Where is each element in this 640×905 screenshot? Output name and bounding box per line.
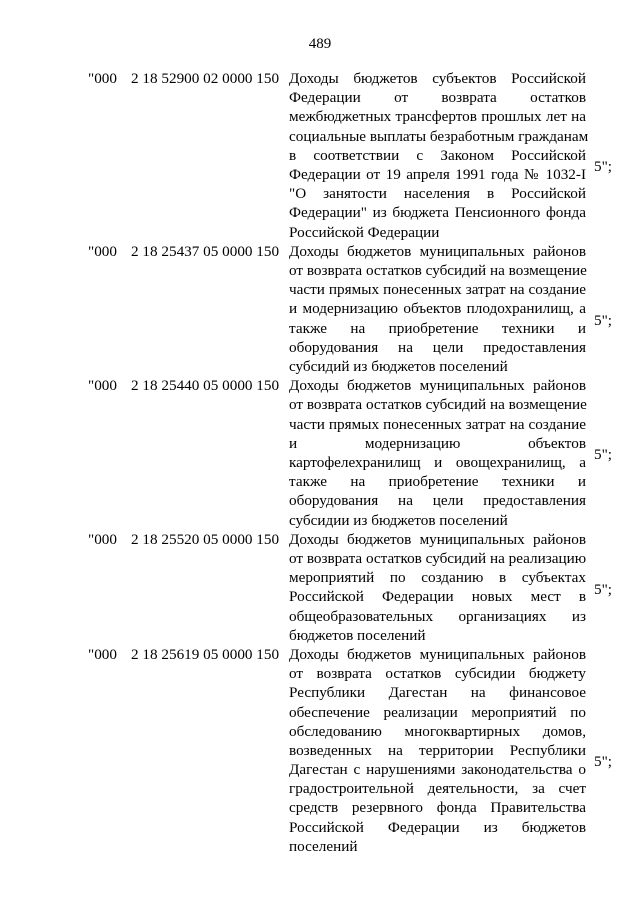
description-line: Доходы бюджетов муниципальных районов [289, 377, 586, 395]
description-line: от возврата остатков субсидий на реализацию [289, 549, 587, 567]
description-line: от возврата остатков субсидий на возмещение [289, 396, 587, 414]
description-line: оборудования на цели предоставления [289, 338, 586, 356]
description-line: в соответствии с Законом Российской [289, 146, 586, 164]
description-line: Федерации" из бюджета Пенсионного фонда [289, 204, 586, 222]
row-prefix: "000 [88, 530, 117, 548]
description-line: Российской Федерации новых мест в [289, 588, 586, 606]
budget-code: 2 18 25440 05 0000 150 [131, 377, 280, 395]
description-line: возведенных на территории Республики [289, 741, 586, 759]
table-row [0, 645, 640, 856]
description-line: субсидий из бюджетов поселений [289, 357, 508, 375]
description-line: бюджетов поселений [289, 626, 426, 644]
description-line: Доходы бюджетов муниципальных районов [289, 242, 586, 260]
row-tail: 5"; [594, 753, 613, 771]
row-description [289, 376, 586, 530]
description-line: также на приобретение техники и [289, 319, 586, 337]
description-line: Федерации от 19 апреля 1991 года № 1032-I [289, 165, 586, 183]
description-line: социальные выплаты безработным гражданам [289, 127, 589, 145]
row-tail: 5"; [594, 311, 613, 329]
row-prefix: "000 [88, 645, 117, 663]
row-description [289, 242, 586, 376]
description-line: от возврата остатков субсидий на возмещение [289, 261, 587, 279]
description-line: поселений [289, 837, 358, 855]
page-number: 489 [308, 36, 332, 52]
row-description [289, 530, 586, 645]
description-line: Федерации от возврата остатков [289, 89, 586, 107]
description-line: Доходы бюджетов муниципальных районов [289, 645, 586, 663]
description-line: "О занятости населения в Российской [289, 185, 586, 203]
description-line: обеспечение реализации мероприятий по [289, 703, 586, 721]
budget-code: 2 18 25619 05 0000 150 [131, 645, 280, 663]
row-prefix: "000 [88, 377, 117, 395]
description-line: части прямых понесенных затрат на создание [289, 281, 586, 299]
row-prefix: "000 [88, 242, 117, 260]
description-line: и модернизацию объектов плодохранилищ, а [289, 300, 586, 318]
description-line: обследованию многоквартирных домов, [289, 722, 586, 740]
description-line: Доходы бюджетов муниципальных районов [289, 530, 586, 548]
description-line: картофелехранилищ и овощехранилищ, а [289, 453, 586, 471]
description-line: средств резервного фонда Правительства [289, 799, 586, 817]
row-description [289, 69, 589, 242]
table-row [0, 376, 640, 530]
description-line: Республики Дагестан на финансовое [289, 684, 586, 702]
description-line: Российской Федерации [289, 223, 440, 241]
description-line: от возврата остатков субсидии бюджету [289, 665, 586, 683]
row-tail: 5"; [594, 158, 613, 176]
row-description [289, 645, 586, 856]
budget-code-table [0, 69, 640, 856]
row-tail: 5"; [594, 580, 613, 598]
row-tail: 5"; [594, 446, 613, 464]
description-line: субсидии из бюджетов поселений [289, 511, 508, 529]
budget-code: 2 18 25437 05 0000 150 [131, 242, 280, 260]
description-line: части прямых понесенных затрат на создание [289, 415, 586, 433]
table-row [0, 242, 640, 376]
table-row [0, 530, 640, 645]
description-line: оборудования на цели предоставления [289, 492, 586, 510]
description-line: Российской Федерации из бюджетов [289, 818, 586, 836]
description-line: Дагестан с нарушениями законодательства о [289, 761, 586, 779]
description-line: и модернизацию объектов [289, 434, 586, 452]
description-line: общеобразовательных организациях из [289, 607, 586, 625]
budget-code: 2 18 25520 05 0000 150 [131, 530, 280, 548]
description-line: градостроительной деятельности, за счет [289, 780, 586, 798]
row-prefix: "000 [88, 70, 117, 87]
description-line: Доходы бюджетов субъектов Российской [289, 70, 586, 87]
description-line: межбюджетных трансфертов прошлых лет на [289, 108, 586, 126]
description-line: также на приобретение техники и [289, 473, 586, 491]
budget-code: 2 18 52900 02 0000 150 [131, 70, 280, 87]
description-line: мероприятий по созданию в субъектах [289, 569, 586, 587]
table-row [0, 69, 640, 242]
